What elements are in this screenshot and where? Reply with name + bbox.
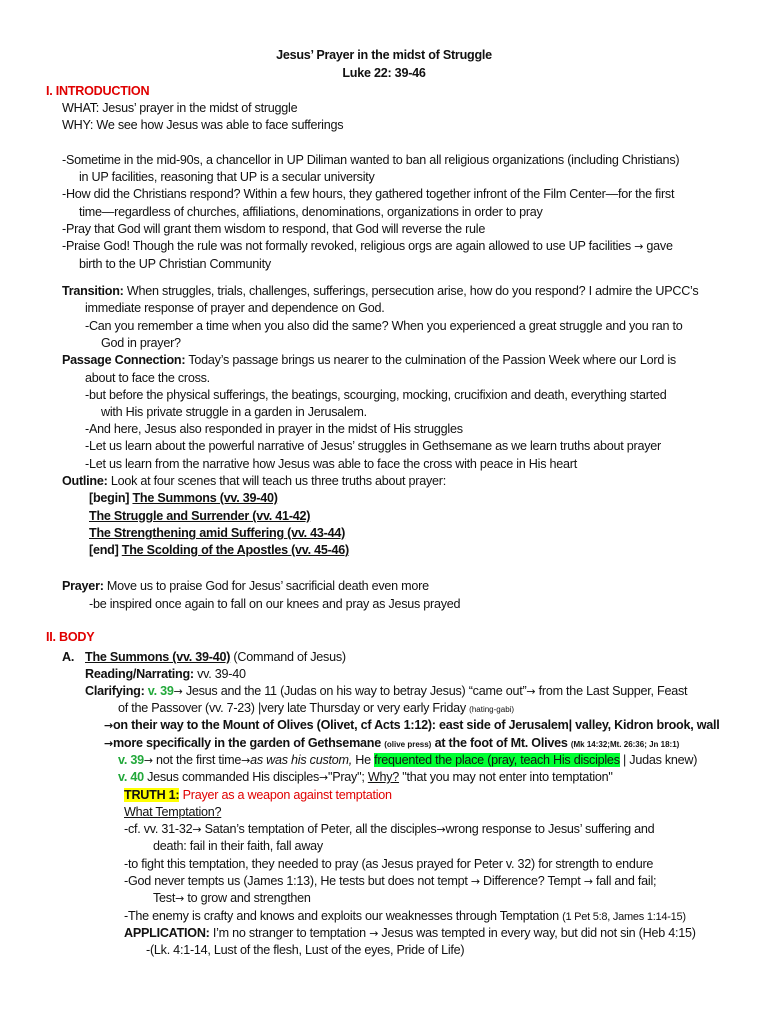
clarifying-e2: He <box>352 753 375 767</box>
outline-label: Outline: <box>62 474 108 488</box>
temptation-d3: fall and fail; <box>592 874 657 888</box>
passage-line <box>62 352 676 369</box>
transition-b: immediate response of prayer and dependence on God. <box>85 301 385 315</box>
application-b: -(Lk. 4:1-14, Lust of the flesh, Lust of the eyes, Pride of Life) <box>146 943 465 957</box>
transition-label: Transition: <box>62 284 124 298</box>
section-a-title-line <box>85 649 346 666</box>
intro-p4a2-text: gave <box>643 239 673 253</box>
passage-e: -And here, Jesus also responded in prayer in the midst of His struggles <box>85 422 463 436</box>
temptation-e <box>153 890 311 907</box>
temptation-d <box>124 873 656 890</box>
outline-item-1 <box>89 490 278 507</box>
outline-end-marker: [end] <box>89 543 122 557</box>
outline-item-3: The Strengthening amid Suffering (vv. 43-44) <box>89 526 346 540</box>
clarifying-c: on their way to the Mount of Olives (Olivet, cf Acts 1:12): east side of Jerusalem| valley, Kidron brook, wall <box>112 718 720 732</box>
intro-p2a: -How did the Christians respond? Within a few hours, they gathered together infront of the Film Center—for the first <box>62 187 675 201</box>
intro-p2b: time—regardless of churches, affiliations, denominations, organizations in order to pray <box>79 205 543 219</box>
temptation-e2: to grow and strengthen <box>184 891 311 905</box>
temptation-f1: -The enemy is crafty and knows and exploits our weaknesses through Temptation <box>124 909 563 923</box>
temptation-f <box>124 908 686 926</box>
passage-text: Today’s passage brings us nearer to the culmination of the Passion Week where our Lord is <box>185 353 676 367</box>
document-title: Jesus’ Prayer in the midst of Struggle <box>276 48 492 62</box>
clarifying-f1: Jesus commanded His disciples <box>143 770 320 784</box>
clarifying-line-4 <box>104 735 679 753</box>
intro-p1a: -Sometime in the mid-90s, a chancellor in UP Diliman wanted to ban all religious organizations (including Christians) <box>62 153 680 167</box>
outline-text: Look at four scenes that will teach us three truths about prayer: <box>107 474 446 488</box>
temptation-a3: wrong response to Jesus’ suffering and <box>445 822 655 836</box>
clarifying-line-2 <box>118 700 514 718</box>
prayer-label: Prayer: <box>62 579 104 593</box>
clarifying-e3: | Judas knew) <box>619 753 698 767</box>
temptation-b: death: fail in their faith, fall away <box>153 839 323 853</box>
arrow-right-icon: → <box>634 240 644 253</box>
passage-g: -Let us learn from the narrative how Jesus was able to face the cross with peace in His heart <box>85 457 577 471</box>
arrow-right-icon: → <box>104 737 113 750</box>
temptation-d1: -God never tempts us (James 1:13), He tests but does not tempt <box>124 874 468 888</box>
intro-p3: -Pray that God will grant them wisdom to respond, that God will reverse the rule <box>62 222 486 236</box>
what-temptation-heading: What Temptation? <box>124 805 222 819</box>
passage-label: Passage Connection: <box>62 353 186 367</box>
arrow-right-icon: → <box>470 875 480 888</box>
temptation-e1: Test <box>153 891 176 905</box>
transition-c: -Can you remember a time when you also did the same? When you experienced a great struggle and you ran to <box>85 319 683 333</box>
reading-line <box>85 666 246 683</box>
intro-p1b: in UP facilities, reasoning that UP is a secular university <box>79 170 375 184</box>
passage-b: about to face the cross. <box>85 371 210 385</box>
arrow-right-icon: → <box>583 875 593 888</box>
temptation-a2: Satan’s temptation of Peter, all the disciples <box>201 822 437 836</box>
application-label: APPLICATION: <box>124 926 210 940</box>
truth-1-text: Prayer as a weapon against temptation <box>179 788 392 802</box>
section-a-title: The Summons (vv. 39-40) <box>85 650 231 664</box>
intro-p4a <box>62 238 673 255</box>
intro-p4b: birth to the UP Christian Community <box>79 257 271 271</box>
document-subtitle: Luke 22: 39-46 <box>342 66 426 80</box>
passage-d: with His private struggle in a garden in Jerusalem. <box>101 405 367 419</box>
clarifying-b1: of the Passover (vv. 7-23) |very late Thursday or very early Friday <box>118 701 470 715</box>
clarifying-b-note: (hating-gabi) <box>469 705 515 714</box>
clarifying-f3: "that you may not enter into temptation" <box>399 770 613 784</box>
body-heading: II. BODY <box>46 630 95 644</box>
application-a1: I’m no stranger to temptation <box>209 926 366 940</box>
clarifying-d2: at the foot of Mt. Olives <box>431 736 571 750</box>
transition-d: God in prayer? <box>101 336 181 350</box>
clarifying-d-note2: (Mk 14:32;Mt. 26:36; Jn 18:1) <box>570 740 680 749</box>
section-a-subtitle: (Command of Jesus) <box>230 650 346 664</box>
clarifying-e-highlight: frequented the place (pray, teach His disciples <box>374 753 620 767</box>
temptation-c: -to fight this temptation, they needed to pray (as Jesus prayed for Peter v. 32) for strength to endure <box>124 857 654 871</box>
clarifying-d-note1: (olive press) <box>384 740 432 749</box>
application-a2: Jesus was tempted in every way, but did not sin (Heb 4:15) <box>378 926 696 940</box>
arrow-right-icon: → <box>526 685 536 698</box>
outline-item-2: The Struggle and Surrender (vv. 41-42) <box>89 509 311 523</box>
clarifying-label: Clarifying: <box>85 684 145 698</box>
intro-what: WHAT: Jesus’ prayer in the midst of struggle <box>62 101 298 115</box>
temptation-f-ref: (1 Pet 5:8, James 1:14-15) <box>562 911 686 923</box>
arrow-right-icon: → <box>436 823 446 836</box>
arrow-right-icon: → <box>241 754 251 767</box>
verse-ref-40: v. 40 <box>118 770 144 784</box>
outline-item-4 <box>89 542 349 559</box>
truth-1-line <box>124 787 392 804</box>
prayer-text: Move us to praise God for Jesus’ sacrificial death even more <box>103 579 429 593</box>
outline-line <box>62 473 446 490</box>
transition-line <box>62 283 698 300</box>
intro-p4a-text: -Praise God! Though the rule was not formally revoked, religious orgs are again allowed to use UP facilities <box>62 239 631 253</box>
outline-item-1-text: The Summons (vv. 39-40) <box>132 491 278 505</box>
clarifying-line-3 <box>104 717 720 734</box>
clarifying-f2: "Pray"; <box>327 770 368 784</box>
arrow-right-icon: → <box>175 892 185 905</box>
passage-c: -but before the physical sufferings, the beatings, scourging, mocking, crucifixion and death, everything started <box>85 388 667 402</box>
arrow-right-icon: → <box>173 685 183 698</box>
intro-heading: I. INTRODUCTION <box>46 84 150 98</box>
arrow-right-icon: → <box>319 771 328 784</box>
clarifying-line-5 <box>118 752 697 769</box>
prayer-b: -be inspired once again to fall on our knees and pray as Jesus prayed <box>89 597 461 611</box>
application-line <box>124 925 696 942</box>
clarifying-f-why: Why? <box>367 770 400 784</box>
clarifying-line-1 <box>85 683 687 700</box>
passage-f: -Let us learn about the powerful narrative of Jesus’ struggles in Gethsemane as we learn truths about prayer <box>85 439 661 453</box>
verse-ref-39: v. 39 <box>147 684 174 698</box>
intro-why: WHY: We see how Jesus was able to face sufferings <box>62 118 344 132</box>
prayer-line <box>62 578 429 595</box>
clarifying-a2: from the Last Supper, Feast <box>535 684 688 698</box>
verse-ref-39b: v. 39 <box>118 753 144 767</box>
outline-begin-marker: [begin] <box>89 491 133 505</box>
temptation-a1: -cf. vv. 31-32 <box>124 822 193 836</box>
clarifying-a1: Jesus and the 11 (Judas on his way to betray Jesus) “came out” <box>182 684 527 698</box>
clarifying-e1: not the first time <box>152 753 242 767</box>
truth-1-label: TRUTH 1: <box>124 788 180 802</box>
outline-item-4-text: The Scolding of the Apostles (vv. 45-46) <box>121 543 350 557</box>
clarifying-d1: more specifically in the garden of Gethsemane <box>112 736 385 750</box>
reading-label: Reading/Narrating: <box>85 667 194 681</box>
arrow-right-icon: → <box>104 719 113 732</box>
clarifying-line-6 <box>118 769 613 786</box>
arrow-right-icon: → <box>369 927 379 940</box>
transition-text: When struggles, trials, challenges, sufferings, persecution arise, how do you respond? I admire the UPCC’s <box>123 284 699 298</box>
reading-text: vv. 39-40 <box>193 667 246 681</box>
arrow-right-icon: → <box>143 754 153 767</box>
arrow-right-icon: → <box>192 823 202 836</box>
section-a-letter: A. <box>62 650 75 664</box>
temptation-d2: Difference? Tempt <box>479 874 581 888</box>
clarifying-e-italic: as was his custom, <box>250 753 352 767</box>
temptation-a <box>124 821 654 838</box>
